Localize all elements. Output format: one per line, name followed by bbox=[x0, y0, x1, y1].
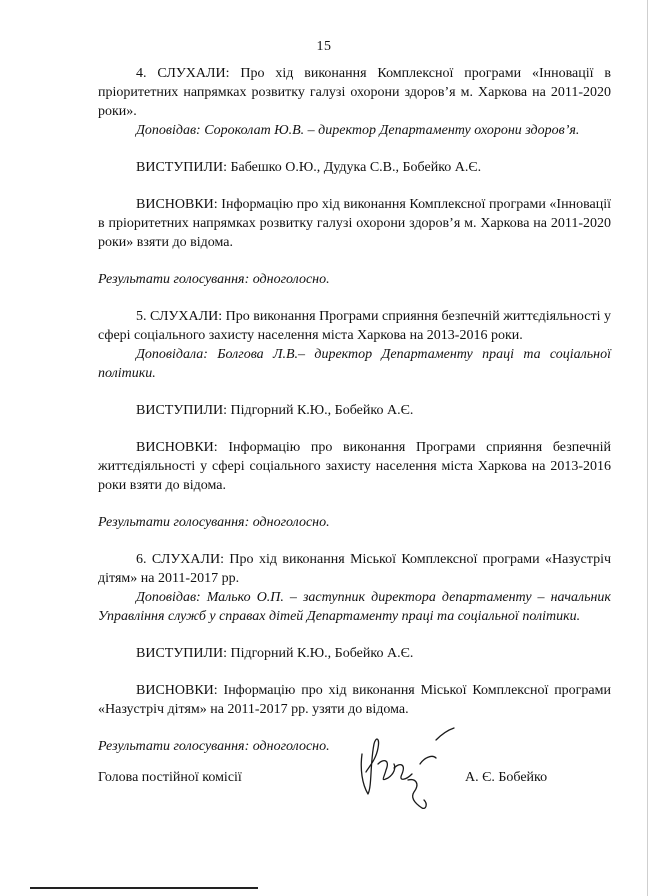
item4-heard: 4. СЛУХАЛИ: Про хід виконання Комплексної програми «Інновації в пріоритетних напрямках розвитку галузі охорони здоров’я м. Харкова на 2011-2020 роки». bbox=[98, 66, 611, 119]
item5-spoke: ВИСТУПИЛИ: Підгорний К.Ю., Бобейко А.Є. bbox=[136, 403, 414, 418]
page-number: 15 bbox=[316, 39, 332, 54]
minutes-body bbox=[98, 64, 611, 756]
item6-vote: Результати голосування: одноголосно. bbox=[98, 739, 330, 754]
signature-block bbox=[98, 770, 611, 792]
item6-reporter: Доповідав: Малько О.П. – заступник директора департаменту – начальник Управління служб у справах дітей Департаменту праці та соціальної політики. bbox=[98, 590, 611, 624]
item5-heard: 5. СЛУХАЛИ: Про виконання Програми сприяння безпечній життєдіяльності у сфері соціального захисту населення міста Харкова на 2013-2016 роки. bbox=[98, 309, 611, 343]
item4-reporter: Доповідав: Сороколат Ю.В. – директор Департаменту охорони здоров’я. bbox=[136, 123, 580, 138]
item5-conclusions: ВИСНОВКИ: Інформацію про виконання Програми сприяння безпечній життєдіяльності у сфері соціального захисту населення міста Харкова на 2013-2016 роки взяти до відома. bbox=[98, 440, 611, 493]
item4-conclusions: ВИСНОВКИ: Інформацію про хід виконання Комплексної програми «Інновації в пріоритетних напрямках розвитку галузі охорони здоров’я м. Харкова на 2011-2020 роки» взяти до відома. bbox=[98, 197, 611, 250]
item6-heard: 6. СЛУХАЛИ: Про хід виконання Міської Комплексної програми «Назустріч дітям» на 2011-2017 рр. bbox=[98, 552, 611, 586]
item6-spoke: ВИСТУПИЛИ: Підгорний К.Ю., Бобейко А.Є. bbox=[136, 646, 414, 661]
item4-vote: Результати голосування: одноголосно. bbox=[98, 272, 330, 287]
signatory-title: Голова постійної комісії bbox=[98, 770, 242, 785]
item5-reporter: Доповідала: Болгова Л.В.– директор Департаменту праці та соціальної політики. bbox=[98, 347, 611, 381]
item4-spoke: ВИСТУПИЛИ: Бабешко О.Ю., Дудука С.В., Бобейко А.Є. bbox=[136, 160, 482, 175]
footer-rule bbox=[30, 887, 258, 889]
item5-vote: Результати голосування: одноголосно. bbox=[98, 515, 330, 530]
signatory-name: А. Є. Бобейко bbox=[465, 770, 548, 785]
item6-conclusions: ВИСНОВКИ: Інформацію про хід виконання Міської Комплексної програми «Назустріч дітям» на 2011-2017 рр. узяти до відома. bbox=[98, 683, 611, 717]
